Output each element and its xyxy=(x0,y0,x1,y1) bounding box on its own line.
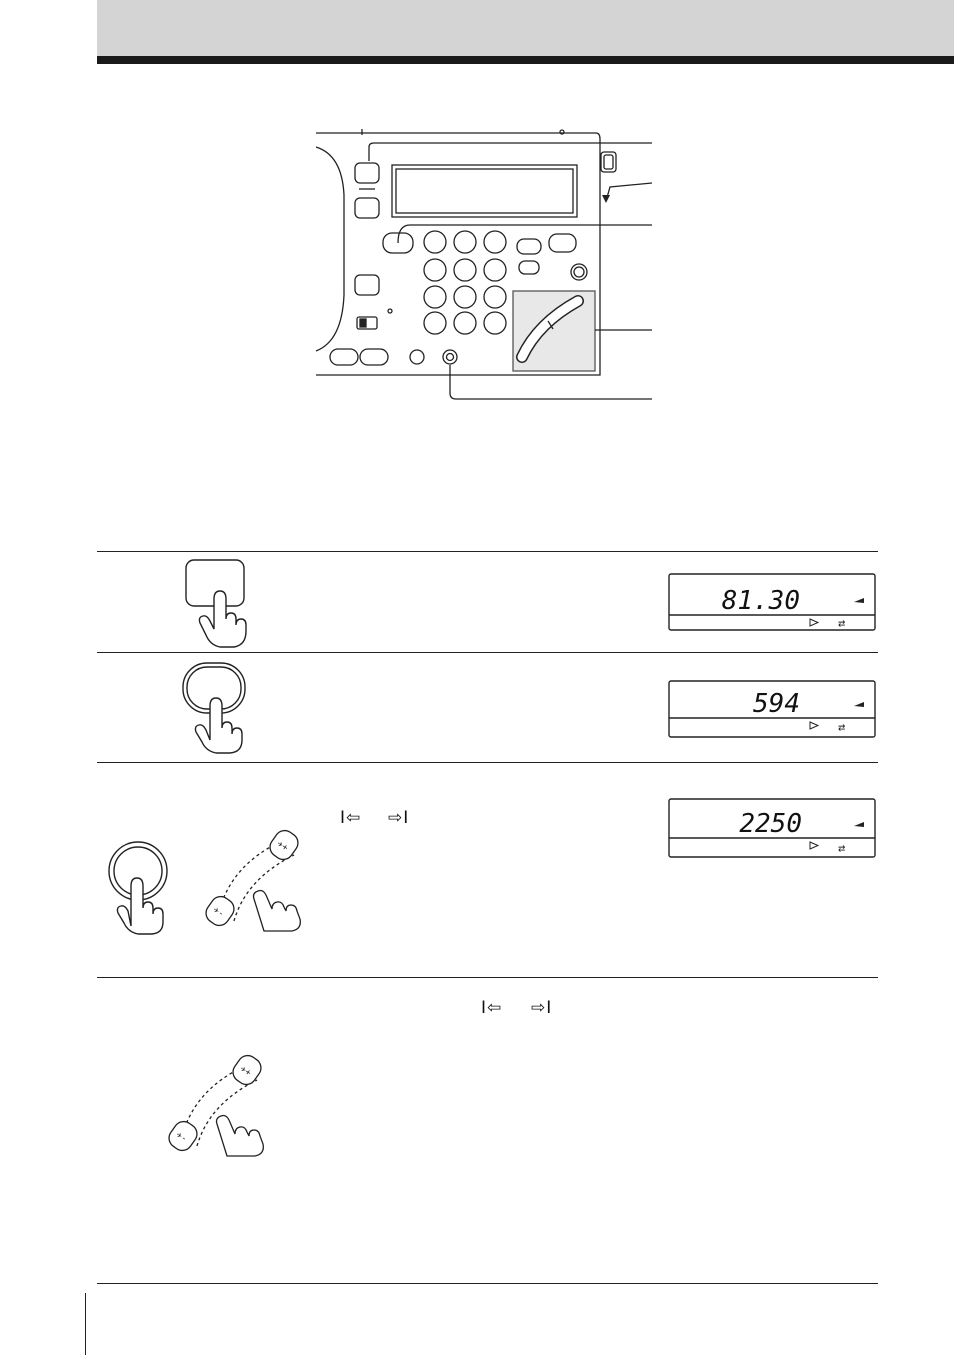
step-divider-1 xyxy=(97,551,878,552)
svg-text:✈-: ✈- xyxy=(174,1130,189,1145)
lcd-frequency-2: 594 xyxy=(753,689,800,719)
svg-text:✈+: ✈+ xyxy=(275,839,290,854)
lcd-display-2 xyxy=(668,680,878,738)
page-margin-bar xyxy=(85,1293,86,1355)
lcd-frequency-3: 2250 xyxy=(739,809,802,839)
lcd-frequency-1: 81.30 xyxy=(721,586,800,616)
lcd-display-1 xyxy=(668,573,878,631)
header-rule xyxy=(97,56,954,64)
footer-rule xyxy=(97,1283,878,1284)
skip-forward-symbol: ⇨I xyxy=(388,808,410,828)
svg-text:⇄: ⇄ xyxy=(838,841,846,855)
step-divider-2 xyxy=(97,652,878,653)
svg-text:✈+: ✈+ xyxy=(238,1064,253,1079)
step-divider-4 xyxy=(97,977,878,978)
svg-text:⇄: ⇄ xyxy=(838,720,846,734)
step-2-finger-press-icon xyxy=(180,660,250,755)
step-3-tuning-rocker-icon xyxy=(200,825,310,935)
skip-back-symbol-step4: I⇦ xyxy=(481,998,503,1018)
step-1-finger-press-icon xyxy=(180,555,250,650)
lcd-display-3 xyxy=(668,798,878,858)
radio-front-panel-illustration xyxy=(310,125,660,405)
svg-text:⇄: ⇄ xyxy=(838,616,846,630)
svg-text:✈-: ✈- xyxy=(211,905,226,920)
skip-back-symbol: I⇦ xyxy=(340,808,362,828)
step-4-tuning-rocker-icon xyxy=(163,1050,273,1160)
step-3-round-button-press-icon xyxy=(105,838,175,938)
step-divider-3 xyxy=(97,762,878,763)
header-band xyxy=(97,0,954,56)
skip-forward-symbol-step4: ⇨I xyxy=(531,998,553,1018)
